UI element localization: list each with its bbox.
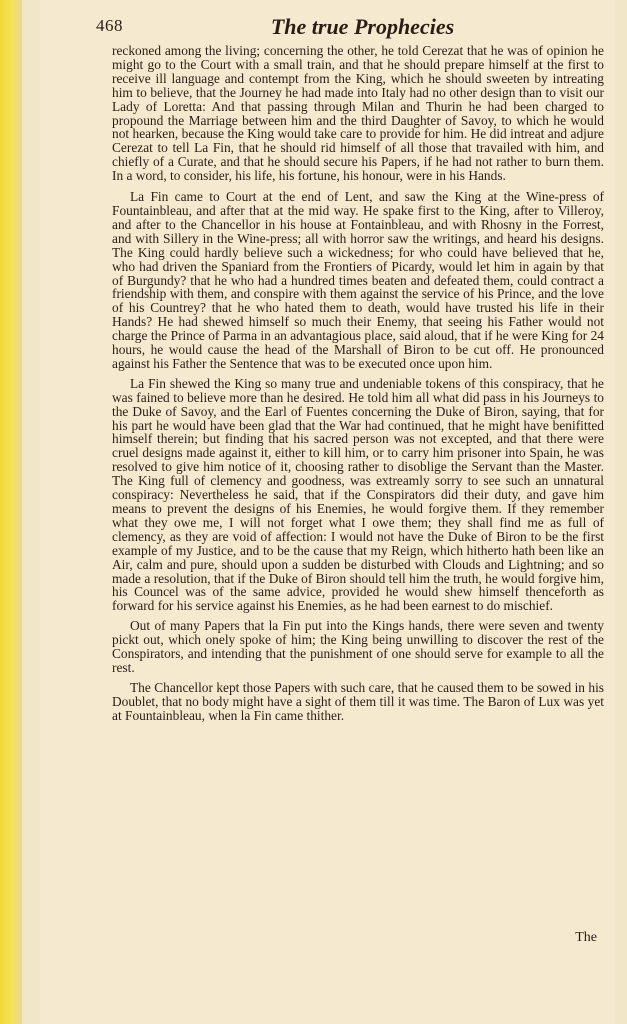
page-header	[60, 14, 605, 46]
paragraph: Out of many Papers that la Fin put into the Kings hands, there were seven and twenty pickt out, which onely spoke of him; the King being unwilling to discover the rest of the Conspirators, and intending that the punishment of one should serve for example to all the rest.	[112, 618, 604, 675]
running-title: The true Prophecies	[270, 14, 455, 39]
book-binding-edge	[0, 0, 22, 1024]
catchword: The	[575, 930, 597, 945]
paragraph: The Chancellor kept those Papers with such care, that he caused them to be sowed in his Doublet, that no body might have a sight of them till it was time. The Baron of Lux was yet at Fountainbleau, when la Fin came thither.	[112, 679, 604, 723]
paragraph: La Fin came to Court at the end of Lent, and saw the King at the Wine-press of Fountainbleau, and after that at the mid way. He spake first to the King, after to Villeroy, and after to the Chancellor in his house at Fontainbleau, and with Rhosny in the Forrest, and with Sillery in the Wine-press; all with horror saw the writings, and heard his designs. The King could hardly believe such a wickedness; for who could have believed that he, who had driven the Spaniard from the Frontiers of Picardy, would let him in again by that of Burgundy? that he who had a hundred times beaten and defeated them, could contract a friendship with them, and conspire with them against the service of his Prince, and the love of his Countrey? that he who hated them to death, would have trusted his life in their Hands? He had shewed himself so much their Enemy, that seeing his Father would not charge the Prince of Parma in an advantagious place, said aloud, that if he were King for 24 hours, he would cause the head of the Marshall of Biron to be cut off. He pronounced against his Father the Sentence that was to be executed once upon him.	[112, 189, 604, 371]
page-number: 468	[96, 16, 123, 35]
paragraph: La Fin shewed the King so many true and undeniable tokens of this conspiracy, that he was fained to believe more than he desired. He told him all what did pass in his Journeys to the Duke of Savoy, and the Earl of Fuentes concerning the Duke of Biron, saying, that for his part he would have been glad that the War had continued, that he might have benifitted himself therein; but finding that his sacred person was not excepted, and that there were cruel designs made against it, either to kill him, or to carry him prisoner into Spain, he was resolved to give him notice of it, choosing rather to disoblige the Servant than the Master. The King full of clemency and goodness, was extreamly sorry to see such an unnatural conspiracy: Nevertheless he said, that if the Conspirators did their duty, and gave him means to prevent the designs of his Enemies, he would forgive them. If they remember what they owe me, I will not forget what I owe them; they shall find me as full of clemency, as they are void of affection: I would not have the Duke of Biron to be the first example of my Justice, and to be the cause that my Reign, which hitherto hath been like an Air, calm and pure, should upon a sudden be disturbed with Clouds and Lightning; and so made a resolution, that if the Duke of Biron should tell him the truth, he would forgive him, his Councel was of the same advice, provided he would shew himself thenceforth as forward for his service against his Enemies, as he had been earnest to do mischief.	[112, 375, 604, 614]
paragraph-continued: reckoned among the living; concerning the other, he told Cerezat that he was of opinion he might go to the Court with a small train, and that he should prepare himself at the first to receive ill language and contempt from the King, which he should sweeten by intreating him to believe, that the Journey he had made into Italy had no other design than to visit our Lady of Loretta: And that passing through Milan and Thurin he had been charged to propound the Marriage between him and the third Daughter of Savoy, to which he would not hearken, because the King would take care to provide for him. He did intreat and adjure Cerezat to tell La Fin, that he should rid himself of all those that travailed with him, and chiefly of a Curate, and that he should secure his Papers, if he had not rather to burn them. In a word, to consider, his life, his fortune, his honour, were in his Hands.	[112, 43, 604, 184]
body-text	[112, 44, 604, 729]
